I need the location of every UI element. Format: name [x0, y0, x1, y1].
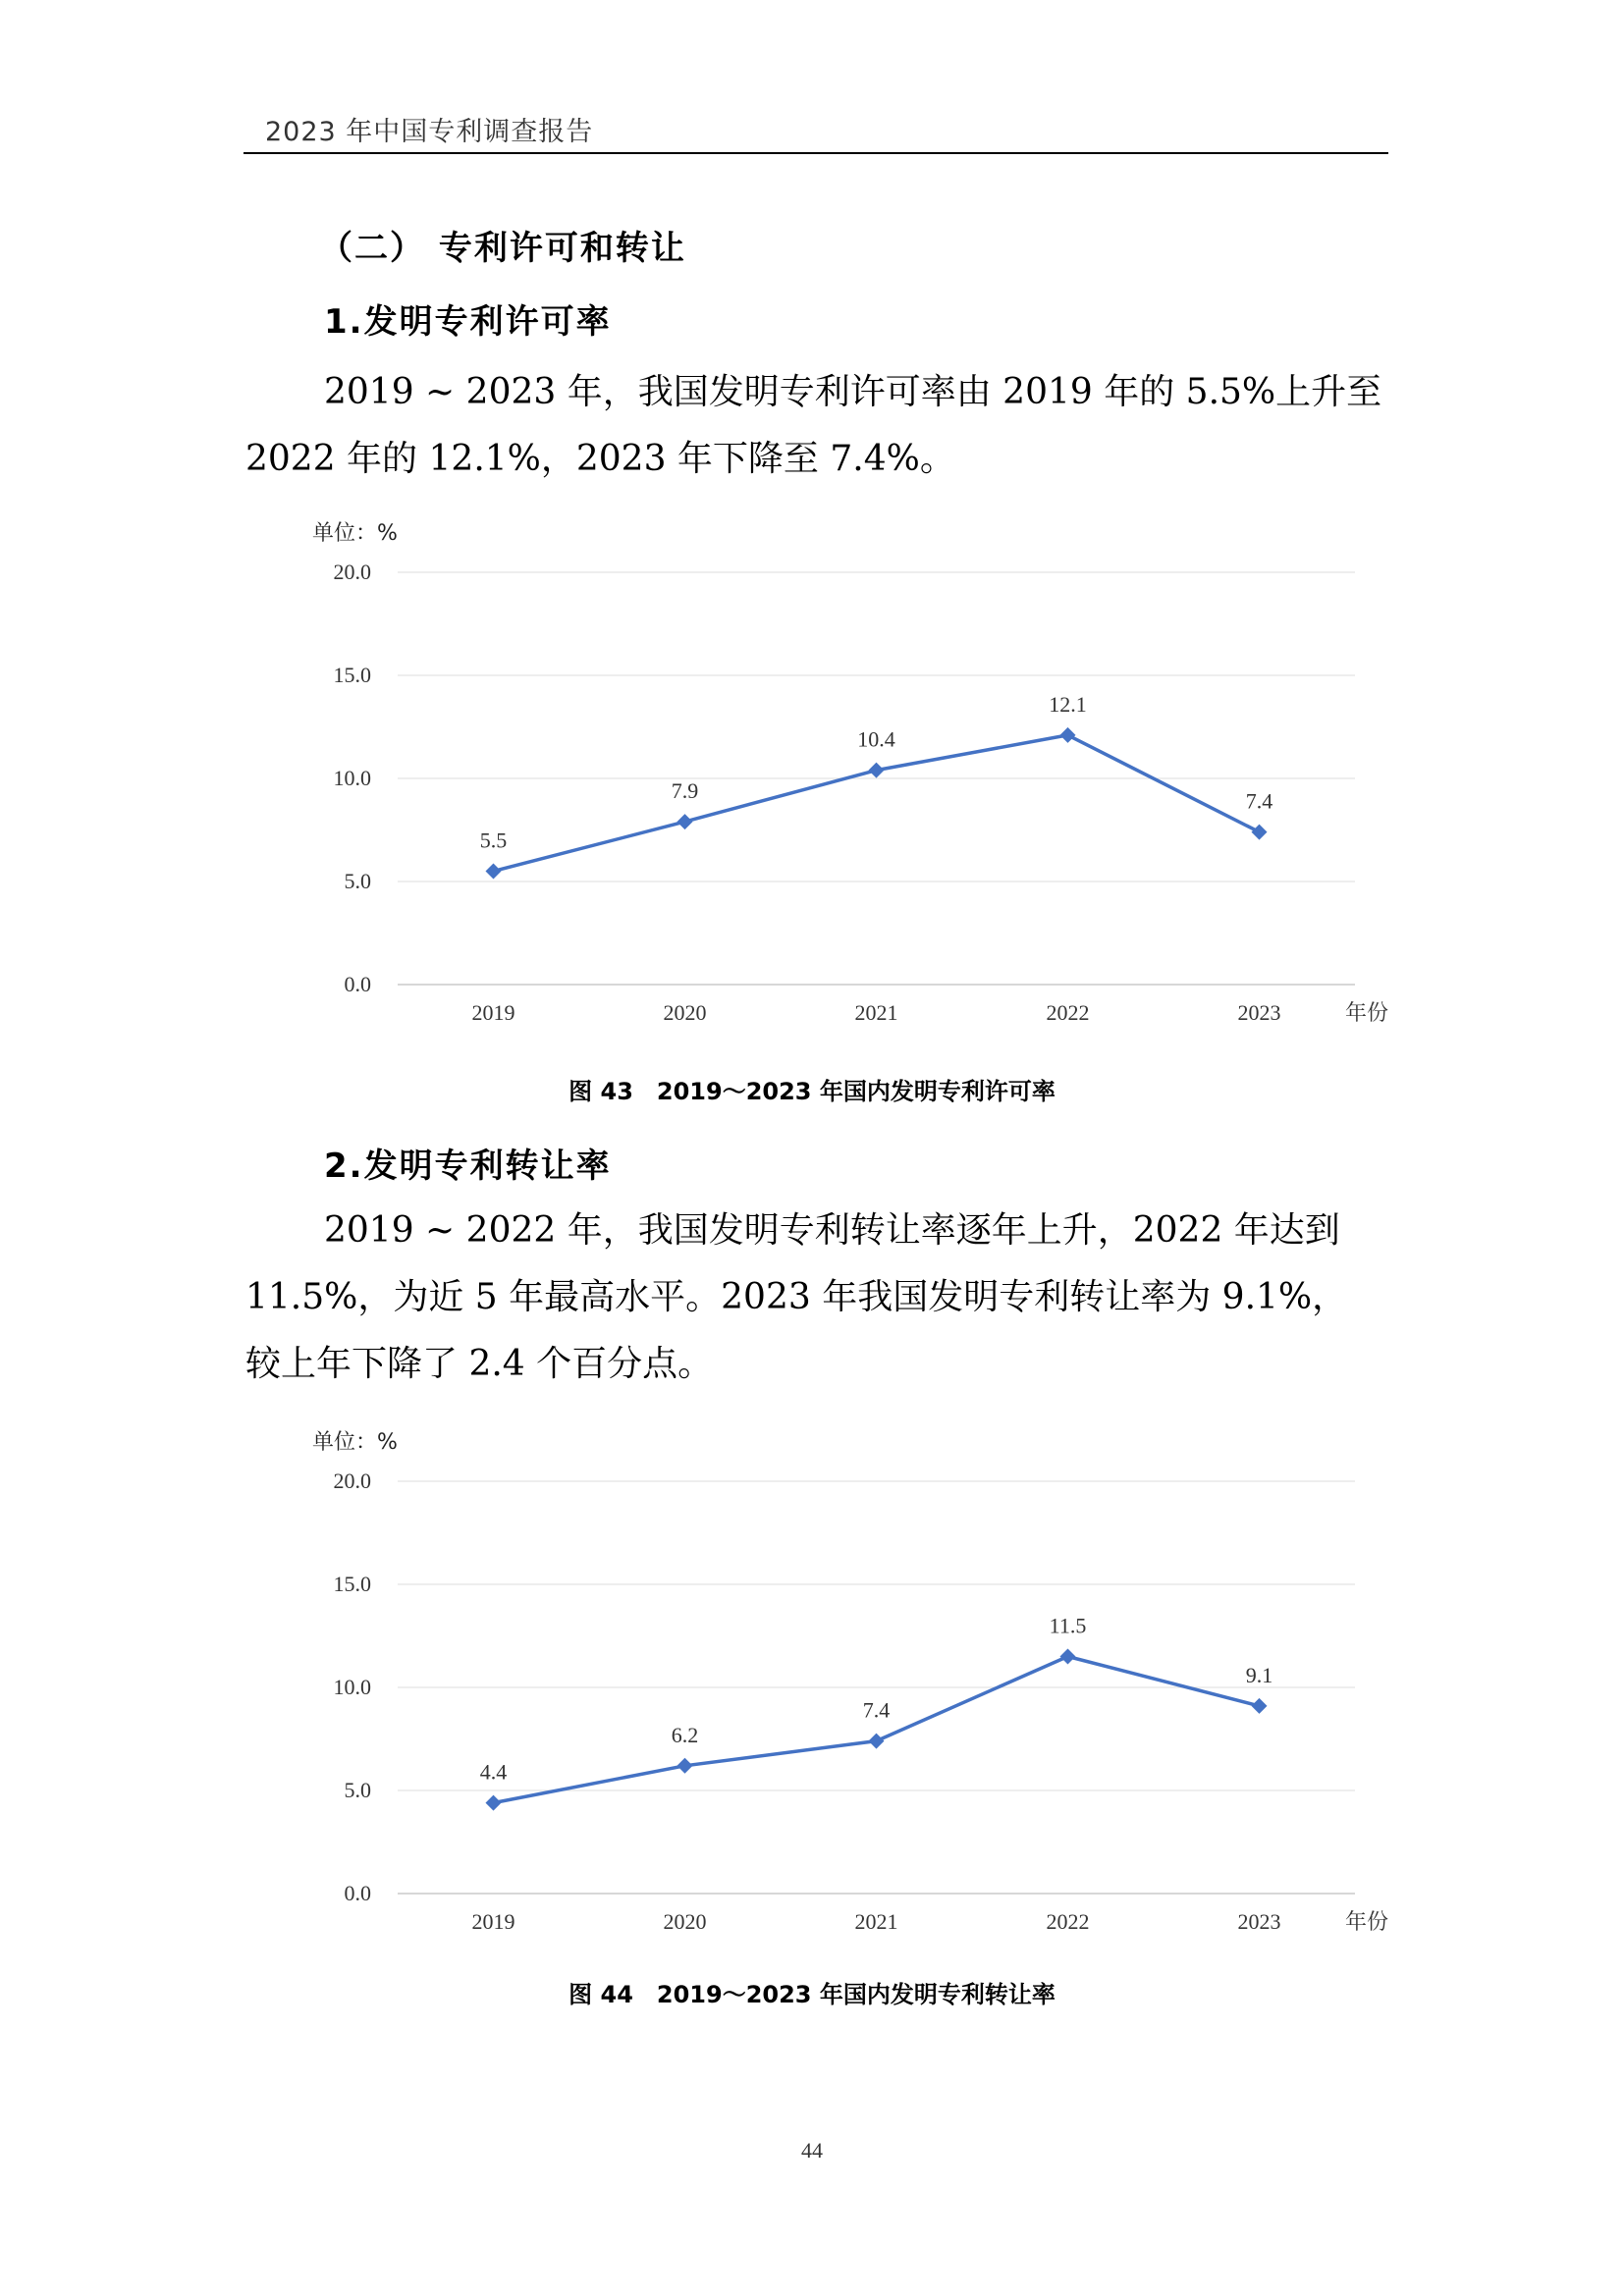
- x-tick-label: 2020: [663, 1909, 707, 1934]
- paragraph-license: [245, 359, 1388, 493]
- data-label: 11.5: [1049, 1613, 1087, 1638]
- x-tick-label: 2020: [663, 1000, 707, 1025]
- running-header: 2023 年中国专利调查报告: [265, 117, 594, 147]
- data-label: 10.4: [857, 726, 895, 752]
- data-label: 6.2: [671, 1722, 699, 1747]
- data-point-marker: [1252, 1698, 1268, 1714]
- y-tick-label: 15.0: [333, 663, 371, 687]
- x-tick-label: 2019: [471, 1000, 515, 1025]
- data-point-marker: [677, 1758, 693, 1774]
- y-tick-label: 10.0: [333, 766, 371, 790]
- y-tick-label: 0.0: [344, 972, 371, 996]
- paragraph-line: 较上年下降了 2.4 个百分点。: [245, 1344, 714, 1384]
- data-label: 4.4: [479, 1759, 508, 1785]
- data-label: 12.1: [1049, 691, 1087, 717]
- x-tick-label: 2019: [471, 1909, 515, 1934]
- y-tick-label: 0.0: [344, 1881, 371, 1905]
- series-line: [494, 735, 1260, 872]
- x-tick-label: 2021: [854, 1000, 898, 1025]
- data-label: 9.1: [1245, 1662, 1273, 1687]
- x-tick-label: 2022: [1046, 1909, 1090, 1934]
- x-tick-label: 2023: [1237, 1000, 1281, 1025]
- paragraph-line: 2022 年的 12.1%，2023 年下降至 7.4%。: [245, 439, 955, 479]
- subsection-heading-transfer: 2.发明专利转让率: [324, 1147, 612, 1186]
- data-point-marker: [869, 1734, 885, 1749]
- data-point-marker: [1060, 727, 1076, 743]
- y-tick-label: 20.0: [333, 1468, 371, 1493]
- page-number: 44: [801, 2138, 823, 2163]
- chart-transfer-rate: [275, 1419, 1394, 1940]
- paragraph-line: 2019 ~ 2023 年，我国发明专利许可率由 2019 年的 5.5%上升至: [324, 372, 1382, 412]
- data-point-marker: [486, 864, 502, 880]
- figure-caption: 图 43 2019～2023 年国内发明专利许可率: [568, 1078, 1056, 1105]
- data-label: 7.4: [1245, 788, 1273, 814]
- data-point-marker: [869, 763, 885, 778]
- paragraph-line: 2019 ~ 2022 年，我国发明专利转让率逐年上升，2022 年达到: [324, 1210, 1340, 1251]
- series-line: [494, 1657, 1260, 1803]
- data-point-marker: [1060, 1649, 1076, 1665]
- y-tick-label: 5.0: [344, 869, 371, 893]
- data-label: 7.4: [862, 1697, 891, 1723]
- unit-label: 单位：%: [312, 1430, 398, 1455]
- data-point-marker: [486, 1795, 502, 1811]
- data-point-marker: [1252, 825, 1268, 840]
- data-point-marker: [677, 814, 693, 829]
- y-tick-label: 15.0: [333, 1572, 371, 1596]
- x-axis-title: 年份: [1344, 1910, 1389, 1935]
- paragraph-transfer: [245, 1198, 1388, 1398]
- x-axis-title: 年份: [1344, 1001, 1389, 1026]
- chart-svg: [275, 1419, 1394, 1940]
- data-label: 7.9: [671, 778, 699, 804]
- unit-label: 单位：%: [312, 521, 398, 546]
- data-label: 5.5: [479, 828, 508, 853]
- y-tick-label: 5.0: [344, 1778, 371, 1802]
- x-tick-label: 2022: [1046, 1000, 1090, 1025]
- subsection-heading-license: 1.发明专利许可率: [324, 302, 612, 342]
- paragraph-line: 11.5%，为近 5 年最高水平。2023 年我国发明专利转让率为 9.1%，: [245, 1277, 1348, 1317]
- x-tick-label: 2021: [854, 1909, 898, 1934]
- header-rule: [244, 152, 1388, 154]
- chart-license-rate: [275, 510, 1394, 1031]
- y-tick-label: 20.0: [333, 560, 371, 584]
- y-tick-label: 10.0: [333, 1675, 371, 1699]
- section-heading: （二） 专利许可和转让: [319, 229, 686, 268]
- chart-svg: [275, 510, 1394, 1031]
- x-tick-label: 2023: [1237, 1909, 1281, 1934]
- figure-caption: 图 44 2019～2023 年国内发明专利转让率: [568, 1981, 1056, 2008]
